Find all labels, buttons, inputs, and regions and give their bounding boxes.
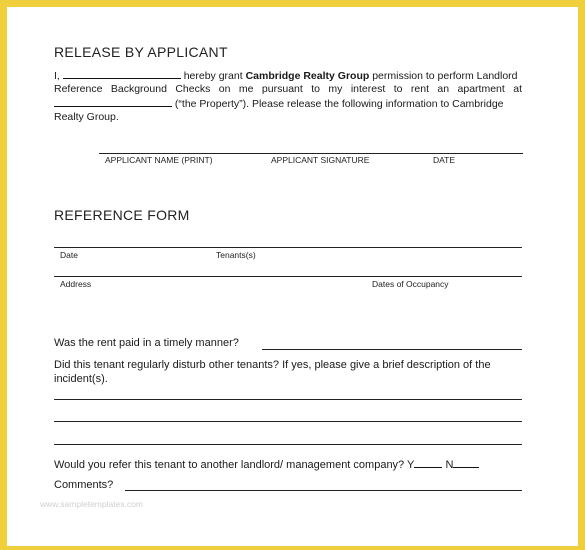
- label-field-tenants: Tenants(s): [216, 250, 256, 260]
- label-field-address: Address: [60, 279, 92, 289]
- release-line1-start: I,: [54, 70, 60, 82]
- release-paragraph-line-1: [54, 68, 518, 83]
- label-comments: Comments?: [54, 479, 114, 491]
- release-heading: RELEASE BY APPLICANT: [54, 44, 228, 60]
- label-date: DATE: [433, 155, 456, 165]
- property-address-blank[interactable]: [54, 96, 172, 107]
- refer-no-label: N: [445, 459, 454, 471]
- date-tenants-line[interactable]: [54, 247, 522, 248]
- question-rent-timely: Was the rent paid in a timely manner?: [54, 337, 239, 349]
- question-refer-text: Would you refer this tenant to another landlord/ management company?: [54, 459, 405, 471]
- refer-yes-blank[interactable]: [414, 457, 442, 468]
- signature-line[interactable]: [99, 153, 523, 154]
- rent-timely-answer-line[interactable]: [262, 349, 522, 350]
- company-name: Cambridge Realty Group: [245, 70, 370, 82]
- question-refer: [54, 457, 479, 471]
- release-line1-mid: hereby grant: [183, 70, 243, 82]
- label-applicant-signature: APPLICANT SIGNATURE: [271, 155, 370, 165]
- incident-answer-line-3[interactable]: [54, 444, 522, 445]
- question-disturb-line-2: incident(s).: [54, 373, 108, 385]
- release-paragraph-line-4: Realty Group.: [54, 111, 119, 123]
- release-paragraph-line-2: Reference Background Checks on me pursuant to my interest to rent an apartment at: [54, 83, 522, 95]
- incident-answer-line-1[interactable]: [54, 399, 522, 400]
- refer-yes-label: Y: [407, 459, 415, 471]
- question-disturb-line-1: Did this tenant regularly disturb other tenants? If yes, please give a brief description of the: [54, 359, 491, 371]
- release-line3-text: (“the Property”). Please release the following information to Cambridge: [174, 98, 504, 110]
- label-field-occupancy: Dates of Occupancy: [372, 279, 449, 289]
- comments-answer-line[interactable]: [125, 490, 522, 491]
- incident-answer-line-2[interactable]: [54, 421, 522, 422]
- address-occupancy-line[interactable]: [54, 276, 522, 277]
- reference-heading: REFERENCE FORM: [54, 207, 190, 223]
- release-paragraph-line-3: [54, 96, 504, 111]
- watermark-text: www.sampletemplates.com: [40, 499, 143, 509]
- label-field-date: Date: [60, 250, 78, 260]
- release-line1-end: permission to perform Landlord: [372, 70, 518, 82]
- applicant-name-blank[interactable]: [63, 68, 181, 79]
- refer-no-blank[interactable]: [453, 457, 479, 468]
- label-applicant-name: APPLICANT NAME (PRINT): [105, 155, 213, 165]
